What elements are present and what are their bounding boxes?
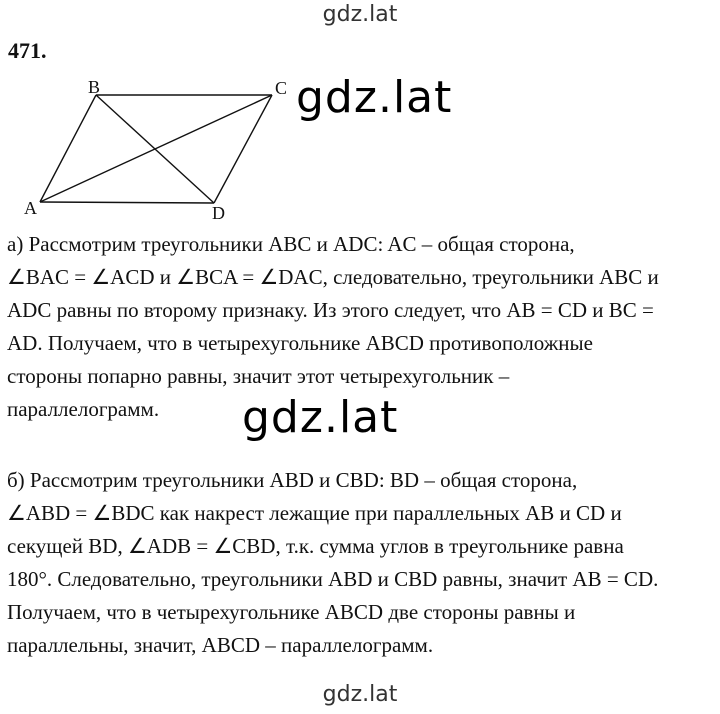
watermark-large-lower: gdz.lat: [242, 392, 399, 443]
text-line: Получаем, что в четырехугольнике ABCD две стороны равны и: [7, 600, 576, 624]
text-line: AD. Получаем, что в четырехугольнике ABCD противоположные: [7, 331, 593, 355]
vertex-label-d: D: [212, 203, 225, 223]
text-line: 180°. Следовательно, треугольники ABD и CBD равны, значит AB = CD.: [7, 567, 659, 591]
text-line: ADC равны по второму признаку. Из этого следует, что AB = CD и BC =: [7, 298, 654, 322]
text-line: а) Рассмотрим треугольники ABC и ADC: AC – общая сторона,: [7, 232, 575, 256]
text-line: б) Рассмотрим треугольники ABD и CBD: BD – общая сторона,: [7, 468, 578, 492]
side-cd: [214, 95, 272, 203]
solution-part-b: [7, 464, 713, 662]
diagonal-bd: [96, 95, 214, 203]
vertex-label-c: C: [275, 78, 288, 98]
text-line: стороны попарно равны, значит этот четырехугольник –: [7, 364, 510, 388]
watermark-large-upper: gdz.lat: [296, 72, 453, 123]
text-line: секущей BD, ∠ADB = ∠CBD, т.к. сумма углов в треугольнике равна: [7, 534, 624, 558]
text-line: ∠ABD = ∠BDC как накрест лежащие при параллельных AB и CD и: [7, 501, 622, 525]
side-ab: [40, 95, 96, 202]
text-line: параллелограмм.: [7, 397, 160, 421]
watermark-bottom: gdz.lat: [322, 682, 398, 707]
diagonal-ac: [40, 95, 272, 202]
vertex-label-b: B: [88, 77, 101, 97]
text-line: ∠BAC = ∠ACD и ∠BCA = ∠DAC, следовательно, треугольники ABC и: [7, 265, 659, 289]
vertex-label-a: A: [24, 198, 37, 218]
watermark-top: gdz.lat: [322, 2, 398, 27]
problem-number: 471.: [8, 38, 47, 63]
text-line: параллельны, значит, ABCD – параллелограмм.: [7, 633, 434, 657]
side-da: [40, 202, 214, 203]
